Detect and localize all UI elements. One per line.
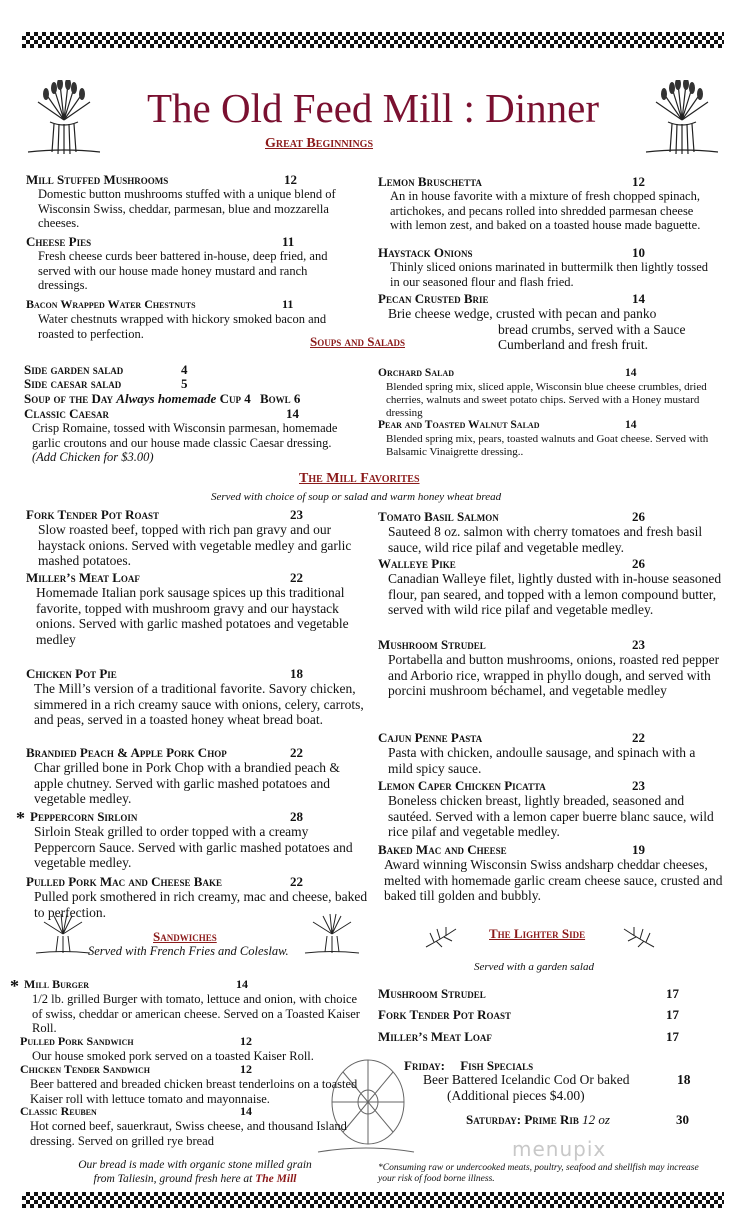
item-price: 14	[625, 367, 637, 379]
item-price: 22	[632, 730, 645, 745]
item-description: Blended spring mix, pears, toasted walnuts and Goat cheese. Served with Balsamic Vinaigrette dressing..	[386, 433, 709, 458]
menu-item	[378, 842, 723, 904]
menu-item	[24, 406, 369, 465]
menu-item	[378, 245, 710, 289]
item-name: Tomato Basil Salmon	[378, 509, 499, 524]
section-soups-salads: Soups and Salads	[310, 334, 405, 349]
item-name: Pecan Crusted Brie	[378, 291, 489, 306]
item-addon: (Add Chicken for $3.00)	[32, 450, 154, 464]
item-description: Water chestnuts wrapped with hickory smoked bacon and roasted to perfection.	[38, 312, 327, 341]
item-price: 14	[236, 977, 248, 991]
item-description: Beer battered and breaded chicken breast tenderloins on a toasted Kaiser roll with lettuce tomato and mayonnaise.	[30, 1077, 358, 1106]
item-name: Walleye Pike	[378, 556, 456, 571]
friday-special-addon: (Additional pieces $4.00)	[447, 1088, 585, 1103]
item-name: Mill Burger	[24, 977, 90, 991]
item-price: 14	[625, 419, 637, 431]
item-price: 26	[632, 509, 645, 524]
bowl-price: 6	[293, 391, 301, 406]
item-price: 23	[290, 507, 303, 522]
friday-title: Fish Specials	[460, 1058, 534, 1073]
wheat-sprig-icon	[424, 925, 458, 949]
item-price: 11	[282, 234, 295, 249]
item-description: Sauteed 8 oz. salmon with cherry tomatoes and fresh basil sauce, wild rice pilaf and vegetable medley.	[388, 524, 703, 555]
item-description: Sirloin Steak grilled to order topped with a creamy Peppercorn Sauce. Served with garlic mashed potatoes and vegetable medley.	[34, 824, 353, 870]
raw-food-asterisk: *	[10, 976, 19, 996]
menu-item	[378, 1007, 679, 1023]
item-name: Mushroom Strudel	[378, 637, 486, 652]
item-name: Side garden salad	[24, 362, 124, 377]
item-description: Slow roasted beef, topped with rich pan gravy and our haystack onions. Served with vegetable medley and garlic mashed potatoes.	[38, 522, 352, 568]
saturday-special	[466, 1112, 689, 1128]
item-name: Baked Mac and Cheese	[378, 842, 507, 857]
item-price: 22	[290, 745, 303, 760]
menu-item	[26, 745, 371, 807]
friday-special-price: 18	[677, 1072, 691, 1087]
item-price: 17	[666, 1029, 679, 1044]
item-name: Cheese Pies	[26, 234, 92, 249]
item-price: 14	[632, 291, 645, 306]
menu-item	[26, 570, 374, 647]
item-description: Thinly sliced onions marinated in buttermilk then lightly tossed in our seasoned flour and flash fried.	[390, 260, 709, 289]
raw-food-asterisk: *	[16, 808, 25, 828]
menu-item	[378, 730, 723, 776]
section-subtitle: Served with choice of soup or salad and warm honey wheat bread	[211, 491, 502, 503]
item-price: 12	[240, 1034, 252, 1048]
item-price: 14	[286, 406, 299, 421]
item-description: Domestic button mushrooms stuffed with a unique blend of Wisconsin Swiss, cheddar, parmesan, blue and mozzarella cheeses.	[38, 187, 336, 230]
item-description: Portabella and button mushrooms, onions, roasted red pepper and Arborio rice, wrapped in phyllo dough, and served with porcini mushroom béchamel, and vegetable medley	[388, 652, 720, 698]
friday-label: Friday:	[404, 1058, 445, 1073]
section-mill-favorites: The Mill Favorites	[299, 471, 420, 486]
item-name: Soup of the Day	[24, 391, 114, 406]
item-name: Classic Reuben	[20, 1104, 97, 1118]
item-name: Mill Stuffed Mushrooms	[26, 172, 169, 187]
item-price: 14	[240, 1104, 252, 1118]
menu-item	[378, 366, 723, 420]
item-description: Char grilled bone in Pork Chop with a brandied peach & apple chutney. Served with garlic mashed potatoes and vegetable medley.	[34, 760, 340, 806]
menu-item	[20, 1062, 360, 1106]
item-name: Cajun Penne Pasta	[378, 730, 483, 745]
item-name: Mushroom Strudel	[378, 986, 486, 1001]
menupix-watermark: menupix	[512, 1137, 607, 1161]
item-name: Peppercorn Sirloin	[30, 809, 138, 824]
item-description: Crisp Romaine, tossed with Wisconsin parmesan, homemade garlic croutons and our house made classic Caesar dressing.	[32, 421, 338, 450]
item-note: Always homemade	[116, 391, 217, 406]
item-name: Brandied Peach & Apple Pork Chop	[26, 745, 227, 760]
menu-item	[30, 809, 370, 871]
item-description: The Mill’s version of a traditional favorite. Savory chicken, simmered in a rich creamy sauce with onions, celery, carrots, and peas, served in a toasted honey wheat bread boat.	[34, 681, 364, 727]
item-description: An in house favorite with a mixture of fresh chopped spinach, artichokes, and pecans rolled into shredded parmesan cheese with lemon zest, and baked on a toasted house made baguette.	[390, 189, 701, 232]
item-description: Canadian Walleye filet, lightly dusted with in-house seasoned flour, pan seared, and topped with a lemon compound butter, served with wild rice pilaf and vegetable medley.	[388, 571, 722, 617]
friday-special-desc: Beer Battered Icelandic Cod Or baked	[423, 1072, 630, 1087]
item-description: bread crumbs, served with a Sauce	[498, 321, 686, 337]
section-great-beginnings: Great Beginnings	[265, 136, 374, 151]
item-description: Brie cheese wedge, crusted with pecan and panko	[388, 306, 657, 321]
menu-item	[378, 986, 679, 1002]
saturday-label: Saturday: Prime Rib	[466, 1112, 579, 1127]
item-name: Orchard Salad	[378, 367, 454, 379]
menu-item	[378, 418, 723, 459]
item-price: 4	[181, 362, 188, 377]
item-description: Award winning Wisconsin Swiss andsharp cheddar cheeses, melted with homemade garlic cream cheese sauce, crusted and baked till golden and bubbly.	[384, 857, 723, 903]
item-price: 22	[290, 874, 303, 889]
wheat-sprig-icon	[622, 925, 656, 949]
bread-note-text: from Taliesin, ground fresh here at	[93, 1173, 253, 1185]
item-price: 17	[666, 1007, 679, 1022]
menu-item	[378, 778, 723, 840]
item-price: 23	[632, 778, 645, 793]
menu-item	[378, 509, 723, 555]
item-price: 10	[632, 245, 645, 260]
menu-item	[26, 874, 371, 920]
section-subtitle: Served with a garden salad	[474, 961, 594, 973]
menu-item	[378, 174, 710, 233]
item-description: Hot corned beef, sauerkraut, Swiss cheese, and thousand Island dressing. Served on grilled rye bread	[30, 1119, 347, 1148]
checkered-border-top	[22, 32, 724, 48]
menu-item	[378, 637, 723, 699]
menu-item	[20, 1034, 360, 1064]
section-sandwiches: Sandwiches	[153, 929, 217, 944]
item-name: Lemon Caper Chicken Picatta	[378, 778, 546, 793]
menu-item	[20, 1104, 360, 1148]
item-price: 17	[666, 986, 679, 1001]
item-name: Side caesar salad	[24, 376, 122, 391]
item-description: Pasta with chicken, andoulle sausage, and spinach with a mild spicy sauce.	[388, 745, 696, 776]
item-name: Lemon Bruschetta	[378, 174, 482, 189]
item-name: Pulled Pork Mac and Cheese Bake	[26, 874, 222, 889]
bread-note-line2	[30, 1172, 360, 1186]
item-description: Fresh cheese curds beer battered in-house, deep fried, and served with our house made honey mustard and ranch dressings.	[38, 249, 328, 292]
item-description: Cumberland and fresh fruit.	[498, 337, 648, 352]
item-name: Miller’s Meat Loaf	[26, 570, 140, 585]
saturday-size: 12 oz	[582, 1112, 610, 1127]
menu-item	[26, 172, 351, 231]
item-price: 12	[240, 1062, 252, 1076]
item-name: Miller’s Meat Loaf	[378, 1029, 492, 1044]
item-name: Fork Tender Pot Roast	[378, 1007, 511, 1022]
food-safety-warning: *Consuming raw or undercooked meats, poultry, seafood and shellfish may increase your risk of food borne illness.	[378, 1163, 699, 1184]
item-description: Homemade Italian pork sausage spices up this traditional favorite, topped with mushroom gravy and our haystack onions. Served with garlic mashed potatoes and vegetable medley	[36, 585, 349, 647]
bread-note-line1: Our bread is made with organic stone milled grain	[78, 1159, 312, 1171]
section-lighter-side: The Lighter Side	[489, 926, 586, 941]
item-name: Pear and Toasted Walnut Salad	[378, 419, 540, 431]
item-price: 12	[632, 174, 645, 189]
item-price: 12	[284, 172, 297, 187]
menu-item	[26, 507, 364, 569]
menu-item	[24, 376, 224, 392]
item-description: Boneless chicken breast, lightly breaded, seasoned and sautéed. Served with a lemon caper buerre blanc sauce, wild rice pilaf and vegetable medley.	[388, 793, 714, 839]
item-price: 18	[290, 666, 303, 681]
item-description: Our house smoked pork served on a toasted Kaiser Roll.	[32, 1049, 314, 1063]
menu-item	[26, 297, 344, 341]
saturday-price: 30	[676, 1112, 689, 1127]
menu-item-soup	[24, 391, 300, 407]
bread-note-mill: The Mill	[255, 1173, 297, 1185]
section-subtitle: Served with French Fries and Coleslaw.	[88, 944, 289, 958]
item-price: 26	[632, 556, 645, 571]
item-name: Chicken Pot Pie	[26, 666, 117, 681]
bowl-label: Bowl	[259, 391, 291, 406]
item-name: Classic Caesar	[24, 406, 110, 421]
item-name: Bacon Wrapped Water Chestnuts	[26, 297, 196, 311]
cup-price: 4	[244, 391, 251, 406]
bread-note	[30, 1158, 360, 1186]
item-price: 23	[632, 637, 645, 652]
checkered-border-bottom	[22, 1192, 724, 1208]
item-name: Haystack Onions	[378, 245, 473, 260]
menu-item	[378, 556, 723, 618]
item-price: 22	[290, 570, 303, 585]
item-description: Blended spring mix, sliced apple, Wisconsin blue cheese crumbles, dried cherries, walnuts and sweet potato chips. Served with a Honey mustard dressing	[386, 381, 707, 419]
item-description: 1/2 lb. grilled Burger with tomato, lettuce and onion, with choice of swiss, cheddar or american cheese. Served on a Toasted Kaiser Roll.	[32, 992, 360, 1035]
menu-item	[378, 291, 718, 353]
menu-item	[378, 1029, 679, 1045]
item-name: Chicken Tender Sandwich	[20, 1062, 151, 1076]
item-price: 19	[632, 842, 645, 857]
menu-item	[26, 234, 351, 293]
menu-item	[24, 977, 360, 1036]
cup-label: Cup	[219, 391, 241, 406]
menu-item	[26, 666, 371, 728]
item-price: 28	[290, 809, 303, 824]
item-description: Pulled pork smothered in rich creamy, mac and cheese, baked to perfection.	[34, 889, 368, 920]
page-title: The Old Feed Mill : Dinner	[146, 85, 600, 131]
item-name: Pulled Pork Sandwich	[20, 1034, 134, 1048]
item-price: 11	[282, 297, 294, 311]
item-price: 5	[181, 376, 188, 391]
item-name: Fork Tender Pot Roast	[26, 507, 159, 522]
